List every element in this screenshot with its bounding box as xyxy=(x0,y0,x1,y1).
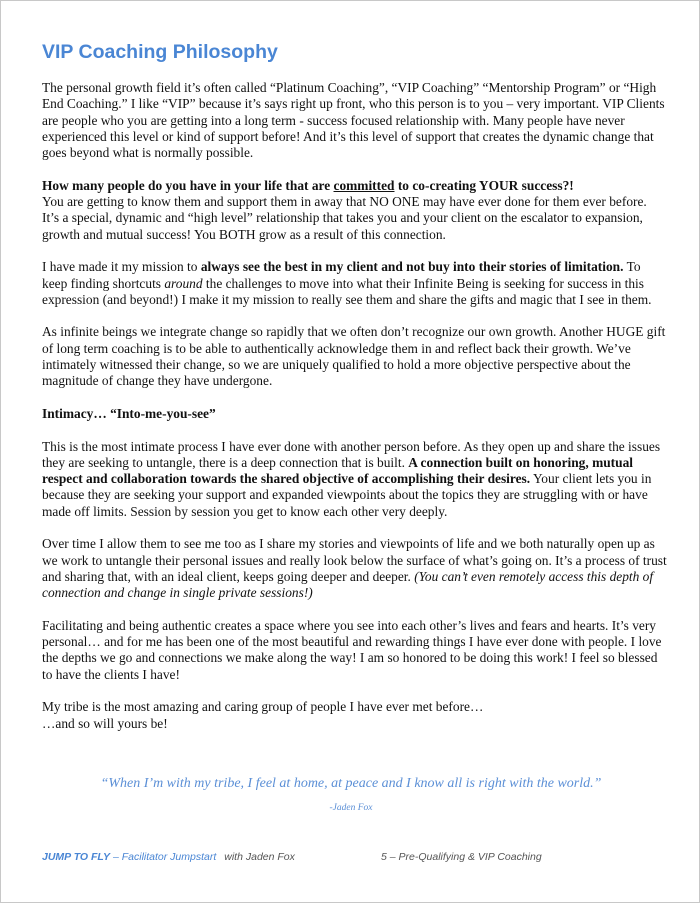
bold-question xyxy=(42,178,574,193)
footer-brand: JUMP TO FLY xyxy=(42,851,111,863)
mission-part-e: the challenges to move into what their Infinite Being is seeking for success in this expression (and beyond!) I make it my mission to really see them and share the gifts and magic that I see in them. xyxy=(42,275,652,307)
footer-author: with Jaden Fox xyxy=(224,851,295,863)
page-title: VIP Coaching Philosophy xyxy=(42,41,278,63)
heading-intimacy xyxy=(42,406,667,422)
heading-intimacy-text: Intimacy… “Into-me-you-see” xyxy=(42,405,216,421)
underlined-committed: committed xyxy=(333,177,395,193)
paragraph-intimate-process xyxy=(42,439,667,520)
paragraph-tribe xyxy=(42,699,667,732)
paragraph-mission xyxy=(42,259,667,308)
mission-italic-around: around xyxy=(164,275,203,291)
intimate-part-c: Your client lets you in because they are seeking your support and expanded viewpoints about the topics they are struggling with or have made off limits. Session by session you get to know each other very deeply. xyxy=(42,471,652,519)
footer-page-info: 5 – Pre-Qualifying & VIP Coaching xyxy=(381,851,542,863)
document-body xyxy=(42,80,667,748)
intimate-part-a: This is the most intimate process I have ever done with another person before. As they open up and share the issues they are seeking to untangle, there is a deep connection that is built. xyxy=(42,438,661,470)
mission-bold: always see the best in my client and not buy into their stories of limitation. xyxy=(200,259,624,275)
over-time-part-a: Over time I allow them to see me too as I share my stories and viewpoints of life and we both naturally open up as we work to untangle their personal issues and really look below the surface of what’s going on. It’s a process of trust and sharing that, with an ideal client, keeps going deeper and deeper. xyxy=(42,536,667,584)
paragraph-committed-text: You are getting to know them and support them in away that NO ONE may have ever done for them ever before. It’s a special, dynamic and “high level” relationship that takes you and your client on the escalator to expansion, growth and mutual success! You BOTH grow as a result of this connection. xyxy=(42,194,647,242)
mission-part-c: To keep finding shortcuts xyxy=(42,259,641,291)
intimate-bold: A connection built on honoring, mutual respect and collaboration towards the shared objective of accomplishing their desires. xyxy=(42,454,633,487)
paragraph-intro: The personal growth field it’s often called “Platinum Coaching”, “VIP Coaching” “Mentorship Program” or “High End Coaching.” I like “VIP” because it’s says right up front, who this person is to you – very important. VIP Clients are people who you are getting into a long term - success focused relationship with. Many people have never experienced this level or kind of support before! And it’s this level of support that creates the dynamic change that goes beyond what is normally possible. xyxy=(42,80,665,161)
mission-part-a: I have made it my mission to xyxy=(42,259,201,275)
footer-left xyxy=(42,851,295,863)
pull-quote: “When I’m with my tribe, I feel at home, at peace and I know all is right with the world.” xyxy=(100,776,602,791)
tribe-line-1: My tribe is the most amazing and caring group of people I have ever met before… xyxy=(42,699,484,715)
footer-subtitle: – Facilitator Jumpstart xyxy=(110,851,217,863)
paragraph-facilitating: Facilitating and being authentic creates a space where you see into each other’s lives and fears and hearts. It’s very personal… and for me has been one of the most beautiful and rewarding things I have ever done with people. I love the depths we go and connections we make along the way! I am so honored to be doing this work! I feel so blessed to have the clients I have! xyxy=(42,617,662,682)
over-time-italic: (You can’t even remotely access this depth of connection and change in single private sessions!) xyxy=(42,568,654,601)
question-part-a: How many people do you have in your life that are xyxy=(42,177,334,193)
quote-attribution: -Jaden Fox xyxy=(329,803,373,813)
paragraph-infinite-beings: As infinite beings we integrate change so rapidly that we often don’t recognize our own growth. Another HUGE gift of long term coaching is to be able to authentically acknowledge them in and reflect back their growth. We’ve intimately witnessed their change, so we are uniquely qualified to hold a more objective perspective about the magnitude of change they have undergone. xyxy=(42,324,666,389)
paragraph-committed xyxy=(42,178,667,243)
question-part-b: to co-creating YOUR success?! xyxy=(394,177,574,193)
tribe-line-2: …and so will yours be! xyxy=(42,715,168,731)
paragraph-over-time xyxy=(42,536,667,601)
